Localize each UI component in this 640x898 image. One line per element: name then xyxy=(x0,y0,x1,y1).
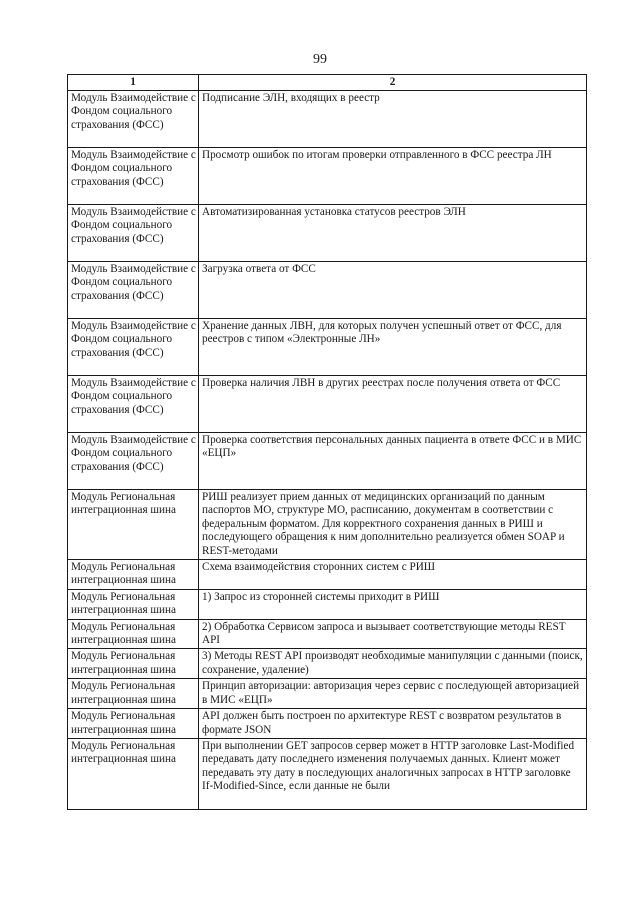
module-cell: Модуль Региональная интеграционная шина xyxy=(68,490,199,560)
description-cell: 3) Методы REST API производят необходимые манипуляции с данными (поиск, сохранение, удаление) xyxy=(199,649,587,679)
table-row xyxy=(68,649,587,679)
module-cell: Модуль Взаимодействие с Фондом социального страхования (ФСС) xyxy=(68,148,199,205)
table-header-row xyxy=(68,75,587,91)
description-cell: Загрузка ответа от ФСС xyxy=(199,262,587,319)
table-row xyxy=(68,589,587,619)
table-row xyxy=(68,376,587,433)
description-cell: При выполнении GET запросов сервер может в HTTP заголовке Last-Modified передавать дату последнего изменения получаемых данных. Клиент может передавать эту дату в последующих аналогичных запросах в HTTP заголовке If-Modified-Since, если данные не были xyxy=(199,738,587,809)
module-cell: Модуль Региональная интеграционная шина xyxy=(68,738,199,809)
column-header-1: 1 xyxy=(68,75,199,91)
description-cell: 2) Обработка Сервисом запроса и вызывает соответствующие методы REST API xyxy=(199,619,587,649)
table-row xyxy=(68,490,587,560)
table-row xyxy=(68,433,587,490)
description-cell: Подписание ЭЛН, входящих в реестр xyxy=(199,91,587,148)
description-cell: 1) Запрос из сторонней системы приходит в РИШ xyxy=(199,589,587,619)
module-cell: Модуль Взаимодействие с Фондом социального страхования (ФСС) xyxy=(68,205,199,262)
module-cell: Модуль Взаимодействие с Фондом социального страхования (ФСС) xyxy=(68,433,199,490)
description-cell: Принцип авторизации: авторизация через сервис с последующей авторизацией в МИС «ЕЦП» xyxy=(199,679,587,709)
module-cell: Модуль Взаимодействие с Фондом социального страхования (ФСС) xyxy=(68,262,199,319)
table-row xyxy=(68,619,587,649)
requirements-table xyxy=(67,74,587,810)
module-cell: Модуль Взаимодействие с Фондом социального страхования (ФСС) xyxy=(68,91,199,148)
table-row xyxy=(68,148,587,205)
table-row xyxy=(68,738,587,809)
description-cell: Схема взаимодействия сторонних систем с РИШ xyxy=(199,560,587,590)
module-cell: Модуль Региональная интеграционная шина xyxy=(68,709,199,739)
table-row xyxy=(68,91,587,148)
table-row xyxy=(68,560,587,590)
description-cell: Проверка наличия ЛВН в других реестрах после получения ответа от ФСС xyxy=(199,376,587,433)
table-row xyxy=(68,205,587,262)
module-cell: Модуль Региональная интеграционная шина xyxy=(68,619,199,649)
description-cell: Проверка соответствия персональных данных пациента в ответе ФСС и в МИС «ЕЦП» xyxy=(199,433,587,490)
module-cell: Модуль Взаимодействие с Фондом социального страхования (ФСС) xyxy=(68,319,199,376)
description-cell: API должен быть построен по архитектуре REST с возвратом результатов в формате JSON xyxy=(199,709,587,739)
description-cell: РИШ реализует прием данных от медицинских организаций по данным паспортов МО, структуре МО, расписанию, документам в соответствии с федеральным форматом. Для корректного сохранения данных в РИШ и последующего обращения к ним дополнительно реализуется обмен SOAP и REST-методами xyxy=(199,490,587,560)
module-cell: Модуль Региональная интеграционная шина xyxy=(68,560,199,590)
column-header-2: 2 xyxy=(199,75,587,91)
description-cell: Хранение данных ЛВН, для которых получен успешный ответ от ФСС, для реестров с типом «Электронные ЛН» xyxy=(199,319,587,376)
table-row xyxy=(68,262,587,319)
module-cell: Модуль Региональная интеграционная шина xyxy=(68,679,199,709)
page-number: 99 xyxy=(313,52,327,67)
module-cell: Модуль Региональная интеграционная шина xyxy=(68,589,199,619)
module-cell: Модуль Региональная интеграционная шина xyxy=(68,649,199,679)
description-cell: Просмотр ошибок по итогам проверки отправленного в ФСС реестра ЛН xyxy=(199,148,587,205)
table-row xyxy=(68,709,587,739)
table-row xyxy=(68,319,587,376)
table-row xyxy=(68,679,587,709)
module-cell: Модуль Взаимодействие с Фондом социального страхования (ФСС) xyxy=(68,376,199,433)
description-cell: Автоматизированная установка статусов реестров ЭЛН xyxy=(199,205,587,262)
